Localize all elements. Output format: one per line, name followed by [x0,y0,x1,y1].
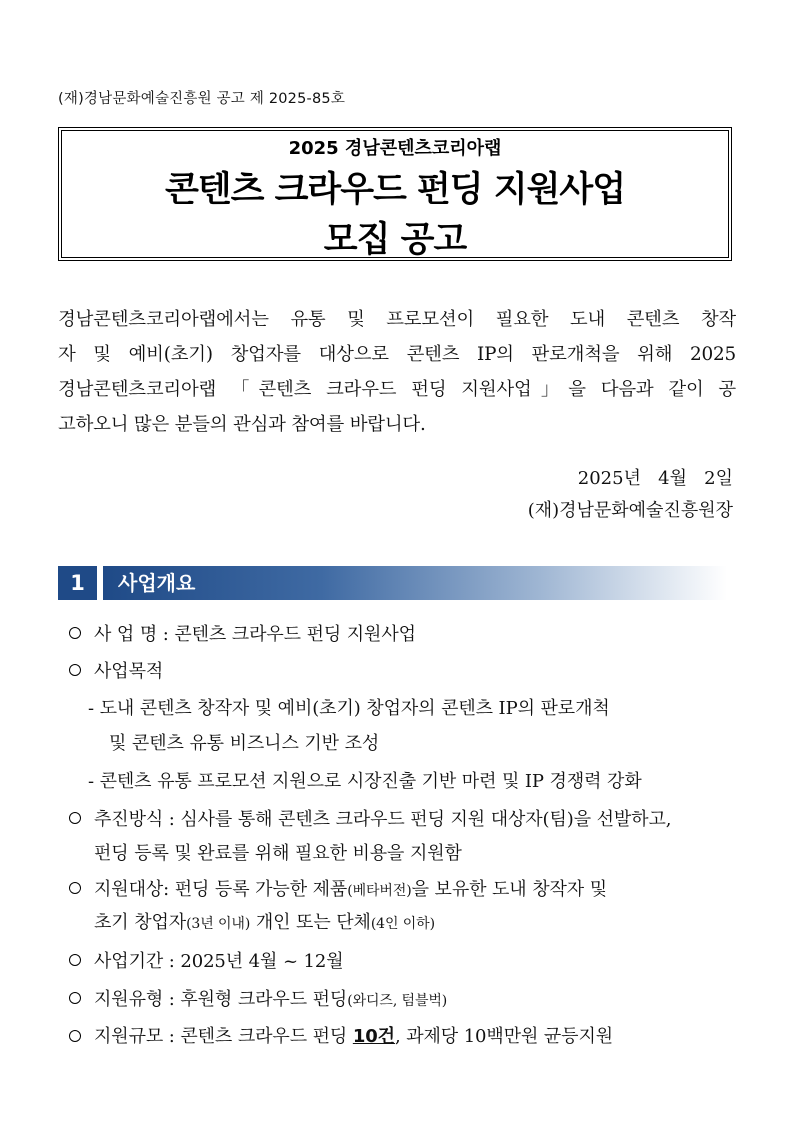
target-text: 개인 또는 단체 [250,912,371,933]
intro-line: 경남콘텐츠코리아랩 「콘텐츠 크라우드 펀딩 지원사업」을 다음과 같이 공 [58,379,736,400]
bullet-circle-icon [69,954,81,966]
issuer-name: (재)경남문화예술진흥원장 [527,500,733,521]
target-text: 을 보유한 도내 창작자 및 [411,879,607,900]
intro-line: 고하오니 많은 분들의 관심과 참여를 바랍니다. [58,414,426,435]
intro-line: 자 및 예비(초기) 창업자를 대상으로 콘텐츠 IP의 판로개척을 위해 2025 [58,344,736,365]
scale-text: , 과제당 10백만원 균등지원 [394,1026,614,1047]
bullet-circle-icon [69,627,81,639]
bullet-circle-icon [69,664,81,676]
notice-date: 2025년 4월 2일 [577,468,733,489]
scale-text: 지원규모 : 콘텐츠 크라우드 펀딩 [94,1026,353,1047]
purpose-item: - 도내 콘텐츠 창작자 및 예비(초기) 창업자의 콘텐츠 IP의 판로개척 [88,698,610,719]
section-title: 사업개요 [118,571,196,595]
type-text: 지원유형 : 후원형 크라우드 펀딩 [94,989,348,1010]
support-scale [94,1022,613,1048]
target-cont [94,908,435,934]
target-text: 초기 창업자 [94,912,187,933]
type-note: (와디즈, 텀블벅) [347,993,448,1009]
bullet-circle-icon [69,1030,81,1042]
target [94,875,607,901]
notice-number: (재)경남문화예술진흥원 공고 제 2025-85호 [58,91,346,107]
support-type [94,985,447,1011]
method: 추진방식 : 심사를 통해 콘텐츠 크라우드 펀딩 지원 대상자(팀)을 선발하고, [94,809,672,830]
title-box [58,127,732,261]
target-note: (베타버전) [347,883,412,899]
bullet-circle-icon [69,882,81,894]
section-number: 1 [58,566,97,600]
target-text: 지원대상: 펀딩 등록 가능한 제품 [94,879,348,900]
purpose-item: - 콘텐츠 유통 프로모션 지원으로 시장진출 기반 마련 및 IP 경쟁력 강화 [88,771,642,792]
title-subtitle: 2025 경남콘텐츠코리아랩 [288,138,502,159]
target-note: (4인 이하) [370,916,435,932]
intro-paragraph [58,302,736,442]
purpose-title: 사업목적 [94,661,164,682]
period: 사업기간 : 2025년 4월 ~ 12월 [94,951,344,972]
title-recruit: 모집 공고 [323,220,467,260]
bullet-circle-icon [69,992,81,1004]
method-cont: 펀딩 등록 및 완료를 위해 필요한 비용을 지원함 [94,843,462,864]
business-name: 사 업 명 : 콘텐츠 크라우드 펀딩 지원사업 [94,624,416,645]
purpose-item-cont: 및 콘텐츠 유통 비즈니스 기반 조성 [109,733,380,754]
intro-line: 경남콘텐츠코리아랩에서는 유통 및 프로모션이 필요한 도내 콘텐츠 창작 [58,309,736,330]
title-main: 콘텐츠 크라우드 펀딩 지원사업 [164,170,626,210]
section-bar [103,566,727,600]
target-note: (3년 이내) [186,916,251,932]
scale-count: 10건 [352,1026,395,1047]
bullet-circle-icon [69,812,81,824]
